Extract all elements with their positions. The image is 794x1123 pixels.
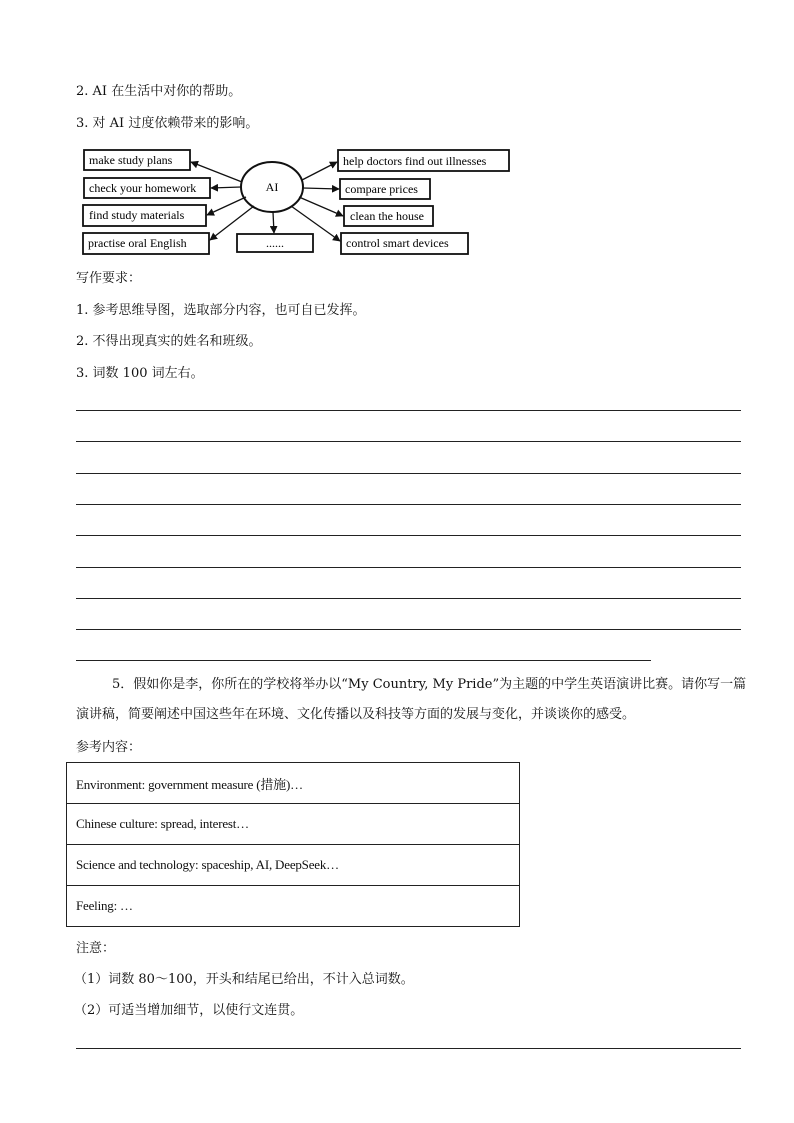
mindmap-left-item-4: practise oral English <box>88 236 187 250</box>
reference-row-environment: Environment: government measure (措施)… <box>67 763 520 804</box>
point-2: 2. AI 在生活中对你的帮助。 <box>76 84 242 99</box>
answer-line[interactable] <box>76 410 741 411</box>
answer-line[interactable] <box>76 598 741 599</box>
reference-table <box>66 762 520 927</box>
answer-line[interactable] <box>76 504 741 505</box>
mindmap-left-item-2: check your homework <box>89 181 197 195</box>
mindmap-arrow <box>302 162 337 180</box>
answer-line[interactable] <box>76 535 741 536</box>
ai-mind-map <box>80 144 520 258</box>
notes-heading: 注意： <box>76 941 116 956</box>
mindmap-right-item-2: compare prices <box>345 182 418 196</box>
point-3: 3. 对 AI 过度依赖带来的影响。 <box>76 116 259 131</box>
answer-line[interactable] <box>76 629 741 630</box>
mindmap-arrow <box>303 188 339 189</box>
note-1: （1）词数 80～100，开头和结尾已给出，不计入总词数。 <box>74 972 414 987</box>
mindmap-arrow <box>211 187 241 188</box>
answer-line[interactable] <box>76 567 741 568</box>
answer-line[interactable] <box>76 441 741 442</box>
reference-row-feeling: Feeling: … <box>67 886 520 927</box>
mindmap-arrow <box>207 197 246 215</box>
requirement-1: 1. 参考思维导图，选取部分内容，也可自已发挥。 <box>76 303 366 318</box>
note-2: （2）可适当增加细节，以使行文连贯。 <box>74 1003 304 1018</box>
mindmap-right-item-4: control smart devices <box>346 236 449 250</box>
task5-prompt: 5．假如你是李，你所在的学校将举办以“My Country, My Pride”为主题的中学生英语演讲比赛。请你写一篇演讲稿，简要阐述中国这些年在环境、文化传播以及科技等方面的发展与变化，并谈谈你的感受。 <box>76 677 747 722</box>
mindmap-right-item-3: clean the house <box>350 209 424 223</box>
answer-line[interactable] <box>76 660 651 661</box>
mindmap-arrow <box>273 212 274 233</box>
mindmap-left-item-1: make study plans <box>89 153 173 167</box>
reference-heading: 参考内容： <box>76 740 142 755</box>
requirement-2: 2. 不得出现真实的姓名和班级。 <box>76 334 262 349</box>
mindmap-bottom-item: ...... <box>266 236 284 250</box>
requirement-3: 3. 词数 100 词左右。 <box>76 366 204 381</box>
mindmap-left-item-3: find study materials <box>89 208 185 222</box>
mindmap-arrow <box>299 197 343 216</box>
answer-line[interactable] <box>76 1048 741 1049</box>
requirements-heading: 写作要求： <box>76 271 142 286</box>
mindmap-right-item-1: help doctors find out illnesses <box>343 154 487 168</box>
answer-line[interactable] <box>76 473 741 474</box>
reference-row-science: Science and technology: spaceship, AI, DeepSeek… <box>67 845 520 886</box>
mindmap-center-label: AI <box>265 180 279 194</box>
reference-row-culture: Chinese culture: spread, interest… <box>67 804 520 845</box>
